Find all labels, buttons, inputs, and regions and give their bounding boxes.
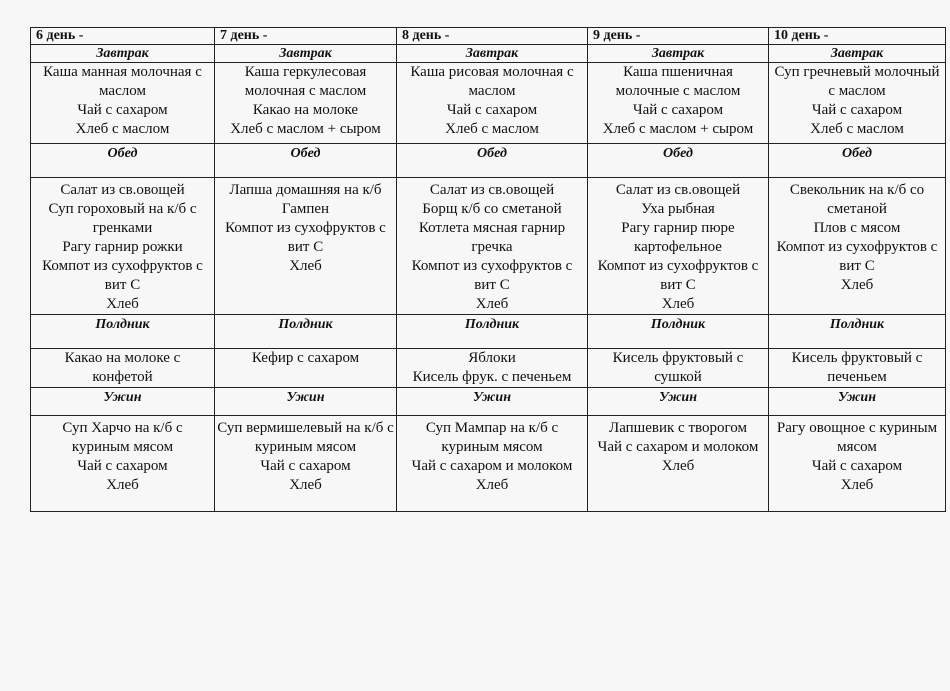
menu-item: Суп гороховый на к/б с гренками bbox=[48, 201, 197, 236]
meal-label: Ужин bbox=[588, 388, 769, 416]
menu-item: Уха рыбная bbox=[641, 201, 715, 217]
menu-item: Компот из сухофруктов с вит С bbox=[597, 258, 759, 293]
lunch-header-row bbox=[31, 144, 946, 178]
menu-item: Кисель фруктовый с сушкой bbox=[612, 350, 744, 385]
menu-item: Чай с сахаром bbox=[811, 102, 903, 118]
meal-label: Полдник bbox=[215, 315, 397, 349]
day-title: 9 день - bbox=[588, 28, 769, 45]
menu-item: Чай с сахаром bbox=[77, 102, 168, 118]
menu-item: Хлеб bbox=[661, 458, 695, 474]
menu-item: Хлеб bbox=[106, 477, 139, 493]
breakfast-cell bbox=[588, 63, 769, 144]
meal-label: Обед bbox=[31, 144, 215, 178]
menu-item: Чай с сахаром bbox=[77, 458, 168, 474]
menu-item: Салат из св.овощей bbox=[60, 182, 185, 198]
meal-label: Завтрак bbox=[397, 45, 588, 63]
snack-cell bbox=[397, 349, 588, 388]
menu-item: Хлеб bbox=[840, 477, 874, 493]
dinner-cell bbox=[31, 416, 215, 512]
lunch-cell bbox=[769, 178, 946, 315]
menu-item: Чай с сахаром bbox=[811, 458, 903, 474]
menu-item: Чай с сахаром и молоком bbox=[597, 439, 759, 455]
menu-item: Суп Мампар на к/б с куриным мясом bbox=[425, 420, 559, 455]
menu-item: Салат из св.овощей bbox=[429, 182, 555, 198]
menu-item: Хлеб bbox=[289, 477, 322, 493]
meal-label: Полдник bbox=[769, 315, 946, 349]
menu-item: Компот из сухофруктов с вит С bbox=[225, 220, 386, 255]
menu-item: Суп вермишелевый на к/б с куриным мясом bbox=[217, 420, 394, 455]
breakfast-cell bbox=[31, 63, 215, 144]
snack-cell bbox=[769, 349, 946, 388]
menu-item: Чай с сахаром bbox=[446, 102, 538, 118]
dinner-items-row bbox=[31, 416, 946, 512]
day-title: 10 день - bbox=[769, 28, 946, 45]
day-title: 7 день - bbox=[215, 28, 397, 45]
menu-item: Компот из сухофруктов с вит С bbox=[776, 239, 938, 274]
menu-item: Чай с сахаром bbox=[632, 102, 724, 118]
meal-label: Завтрак bbox=[769, 45, 946, 63]
menu-item: Хлеб с маслом + сыром bbox=[230, 121, 381, 137]
day-title: 6 день - bbox=[31, 28, 215, 45]
lunch-cell bbox=[588, 178, 769, 315]
meal-label: Завтрак bbox=[31, 45, 215, 63]
dinner-cell bbox=[769, 416, 946, 512]
menu-item: Салат из св.овощей bbox=[615, 182, 741, 198]
meal-label: Ужин bbox=[769, 388, 946, 416]
meal-label: Полдник bbox=[31, 315, 215, 349]
lunch-cell bbox=[215, 178, 397, 315]
meal-label: Ужин bbox=[31, 388, 215, 416]
menu-item: Каша пшеничная молочные с маслом bbox=[615, 64, 741, 99]
menu-item: Чай с сахаром bbox=[260, 458, 351, 474]
menu-item: Борщ к/б со сметаной bbox=[422, 201, 562, 217]
menu-item: Хлеб с маслом bbox=[810, 121, 904, 137]
meal-label: Ужин bbox=[215, 388, 397, 416]
menu-item: Компот из сухофруктов с вит С bbox=[411, 258, 573, 293]
breakfast-items-row bbox=[31, 63, 946, 144]
menu-item: Компот из сухофруктов с вит С bbox=[42, 258, 203, 293]
menu-item: Чай с сахаром и молоком bbox=[411, 458, 573, 474]
menu-item: Гампен bbox=[281, 201, 330, 217]
menu-item: Хлеб bbox=[289, 258, 322, 274]
menu-item: Рагу гарнир пюре картофельное bbox=[621, 220, 735, 255]
menu-item: Каша манная молочная с маслом bbox=[43, 64, 202, 99]
menu-item: Какао на молоке с конфетой bbox=[64, 350, 181, 385]
menu-item: Лапшевик с творогом bbox=[609, 420, 747, 436]
meal-label: Обед bbox=[397, 144, 588, 178]
meal-label: Обед bbox=[769, 144, 946, 178]
menu-item: Хлеб с маслом + сыром bbox=[602, 121, 754, 137]
menu-table bbox=[30, 27, 946, 512]
day-title: 8 день - bbox=[397, 28, 588, 45]
menu-item: Каша геркулесовая молочная с маслом bbox=[244, 64, 367, 99]
menu-item: Кефир с сахаром bbox=[251, 350, 360, 366]
dinner-cell bbox=[397, 416, 588, 512]
menu-item: Хлеб bbox=[661, 296, 695, 312]
dinner-header-row bbox=[31, 388, 946, 416]
snack-header-row bbox=[31, 315, 946, 349]
menu-item: Хлеб bbox=[840, 277, 874, 293]
lunch-items-row bbox=[31, 178, 946, 315]
menu-item: Суп гречневый молочный с маслом bbox=[774, 64, 940, 99]
menu-item: Хлеб с маслом bbox=[75, 121, 170, 137]
menu-item: Кисель фрук. с печеньем bbox=[412, 369, 572, 385]
menu-item: Рагу овощное с куриным мясом bbox=[776, 420, 938, 455]
menu-item: Каша рисовая молочная с маслом bbox=[410, 64, 574, 99]
meal-label: Завтрак bbox=[588, 45, 769, 63]
menu-item: Суп Харчо на к/б с куриным мясом bbox=[62, 420, 183, 455]
meal-label: Обед bbox=[215, 144, 397, 178]
menu-item: Хлеб bbox=[475, 296, 509, 312]
dinner-cell bbox=[588, 416, 769, 512]
menu-item: Котлета мясная гарнир гречка bbox=[418, 220, 566, 255]
snack-items-row bbox=[31, 349, 946, 388]
meal-label: Завтрак bbox=[215, 45, 397, 63]
breakfast-cell bbox=[397, 63, 588, 144]
breakfast-header-row bbox=[31, 45, 946, 63]
lunch-cell bbox=[397, 178, 588, 315]
menu-item: Рагу гарнир рожки bbox=[62, 239, 183, 255]
menu-item: Хлеб bbox=[475, 477, 509, 493]
lunch-cell bbox=[31, 178, 215, 315]
breakfast-cell bbox=[769, 63, 946, 144]
menu-item: Хлеб bbox=[106, 296, 139, 312]
menu-item: Яблоки bbox=[468, 350, 516, 366]
dinner-cell bbox=[215, 416, 397, 512]
snack-cell bbox=[215, 349, 397, 388]
menu-item: Кисель фруктовый с печеньем bbox=[791, 350, 923, 385]
breakfast-cell bbox=[215, 63, 397, 144]
meal-label: Обед bbox=[588, 144, 769, 178]
menu-item: Лапша домашняя на к/б bbox=[229, 182, 382, 198]
day-header-row bbox=[31, 28, 946, 45]
snack-cell bbox=[588, 349, 769, 388]
meal-label: Полдник bbox=[588, 315, 769, 349]
menu-item: Хлеб с маслом bbox=[445, 121, 539, 137]
meal-label: Полдник bbox=[397, 315, 588, 349]
menu-item: Какао на молоке bbox=[252, 102, 359, 118]
snack-cell bbox=[31, 349, 215, 388]
meal-label: Ужин bbox=[397, 388, 588, 416]
menu-item: Свекольник на к/б со сметаной bbox=[789, 182, 925, 217]
menu-item: Плов с мясом bbox=[813, 220, 901, 236]
